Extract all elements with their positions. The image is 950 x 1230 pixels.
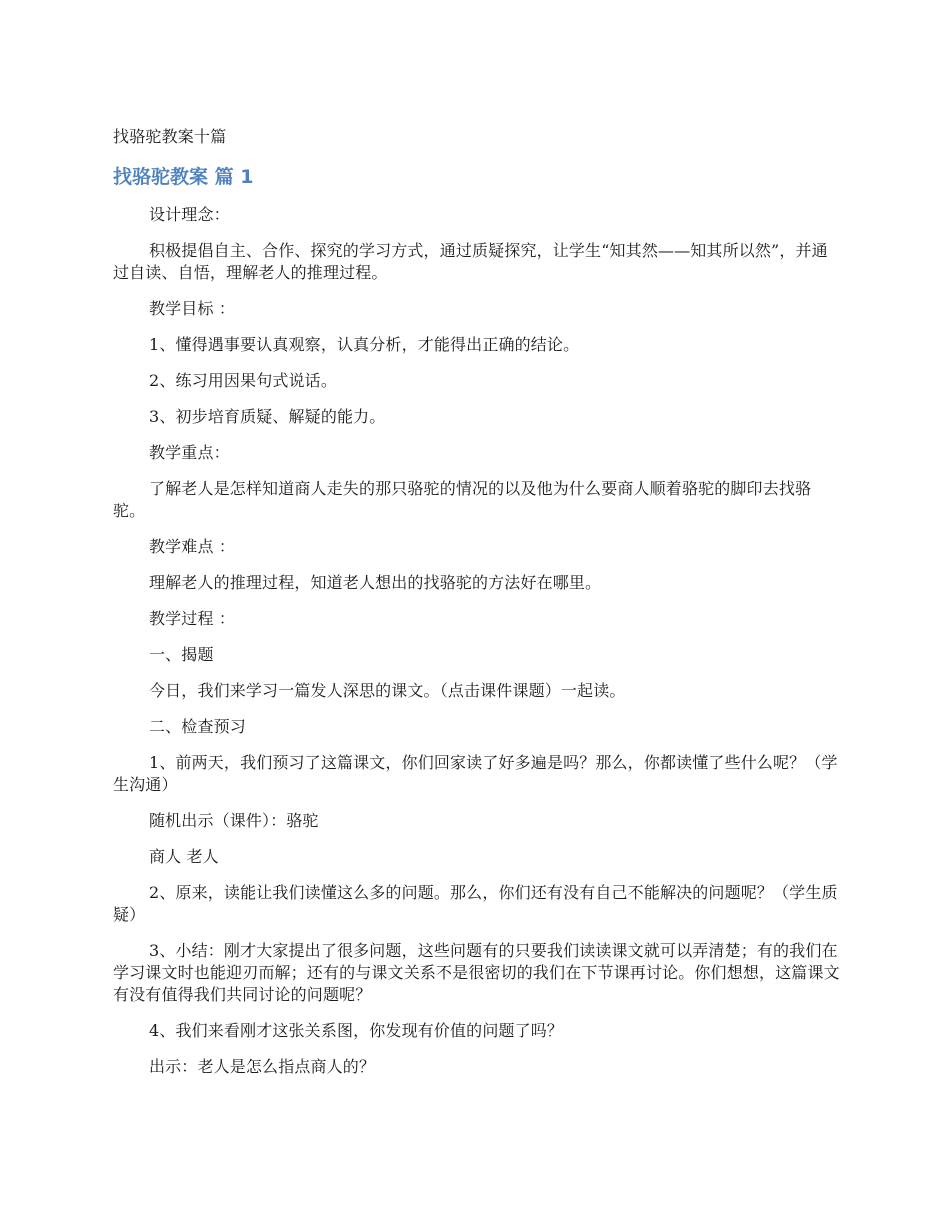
paragraph: 教学目标 ： (149, 299, 235, 318)
document-body (113, 204, 843, 1092)
paragraph: 3、小结：刚才大家提出了很多问题，这些问题有的只要我们读读课文就可以弄清楚；有的我们在学习课文时也能迎刃而解；还有的与课文关系不是很密切的我们在下节课再讨论。你们想想，这篇课文有没有值得我们共同讨论的问题呢？ (113, 941, 840, 1004)
paragraph: 4、我们来看刚才这张关系图，你发现有价值的问题了吗？ (149, 1021, 564, 1040)
paragraph: 教学难点 ： (149, 537, 235, 556)
paragraph: 教学过程 ： (149, 609, 235, 628)
paragraph: 了解老人是怎样知道商人走失的那只骆驼的情况的以及他为什么要商人顺着骆驼的脚印去找骆驼。 (113, 479, 812, 520)
paragraph: 3、初步培育质疑、解疑的能力。 (149, 407, 386, 426)
paragraph: 教学重点： (149, 443, 230, 462)
paragraph: 2、原来，读能让我们读懂这么多的问题。那么，你们还有没有自己不能解决的问题呢？（学生质疑） (113, 883, 838, 924)
paragraph: 出示：老人是怎么指点商人的？ (149, 1057, 376, 1076)
paragraph: 二、检查预习 (149, 717, 246, 736)
paragraph: 商人 老人 (149, 847, 219, 866)
document-title: 找骆驼教案十篇 (113, 127, 227, 146)
section-heading: 找骆驼教案 篇 1 (113, 166, 254, 188)
paragraph: 2、练习用因果句式说话。 (149, 371, 337, 390)
paragraph: 今日，我们来学习一篇发人深思的课文。（点击课件课题）一起读。 (149, 681, 626, 700)
paragraph: 1、前两天，我们预习了这篇课文，你们回家读了好多遍是吗？那么，你都读懂了些什么呢？（学生沟通） (113, 753, 838, 794)
paragraph: 随机出示（课件）：骆驼 (149, 811, 319, 830)
paragraph: 1、懂得遇事要认真观察，认真分析，才能得出正确的结论。 (149, 335, 580, 354)
paragraph: 一、揭题 (149, 645, 214, 664)
paragraph: 积极提倡自主、合作、探究的学习方式，通过质疑探究，让学生“知其然——知其所以然”，并通过自读、自悟，理解老人的推理过程。 (113, 241, 828, 282)
paragraph: 理解老人的推理过程，知道老人想出的找骆驼的方法好在哪里。 (149, 573, 602, 592)
paragraph: 设计理念： (149, 205, 230, 224)
